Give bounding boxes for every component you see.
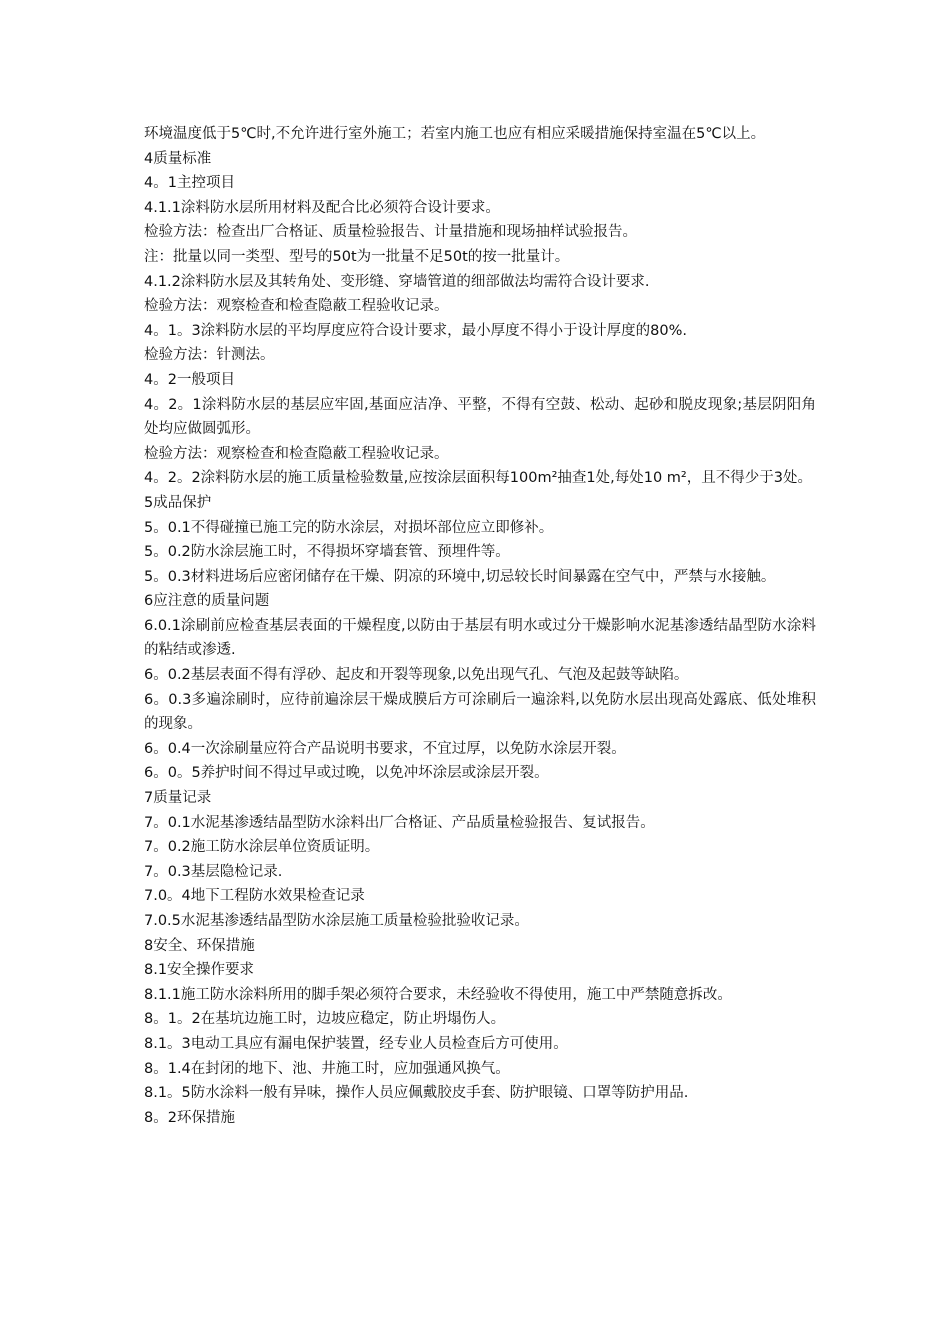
- paragraph-8-1-5: 8.1。5防水涂料一般有异味，操作人员应佩戴胶皮手套、防护眼镜、口罩等防护用品.: [144, 1085, 689, 1102]
- paragraph-4-1-1: 4.1.1涂料防水层所用材料及配合比必须符合设计要求。: [144, 199, 500, 216]
- paragraph-4-2-1: 4。2。1涂料防水层的基层应牢固,基面应洁净、平整，不得有空鼓、松动、起砂和脱皮现象;基层阴阳角处均应做圆弧形。: [144, 396, 816, 438]
- paragraph-5-0-3: 5。0.3材料进场后应密闭储存在干燥、阴凉的环境中,切忌较长时间暴露在空气中，严禁与水接触。: [144, 568, 776, 585]
- paragraph-8-1-1: 8.1.1施工防水涂料所用的脚手架必须符合要求，未经验收不得使用，施工中严禁随意拆改。: [144, 986, 732, 1003]
- heading-safety-operation: 8.1安全操作要求: [144, 962, 255, 979]
- heading-general-items: 4。2一般项目: [144, 371, 235, 388]
- paragraph-6-0-4: 6。0.4一次涂刷量应符合产品说明书要求，不宜过厚，以免防水涂层开裂。: [144, 740, 626, 757]
- paragraph-inspection-method: 检验方法：观察检查和检查隐蔽工程验收记录。: [144, 445, 449, 462]
- heading-environment-measures: 8。2环保措施: [144, 1109, 235, 1126]
- paragraph-7-0-1: 7。0.1水泥基渗透结晶型防水涂料出厂合格证、产品质量检验报告、复试报告。: [144, 814, 655, 831]
- paragraph-8-1-2: 8。1。2在基坑边施工时，边坡应稳定，防止坍塌伤人。: [144, 1011, 506, 1028]
- heading-product-protection: 5成品保护: [144, 494, 212, 511]
- paragraph-8-1-3: 8.1。3电动工具应有漏电保护装置，经专业人员检查后方可使用。: [144, 1035, 568, 1052]
- paragraph-inspection-method: 检验方法：观察检查和检查隐蔽工程验收记录。: [144, 298, 449, 315]
- heading-quality-standard: 4质量标准: [144, 150, 212, 167]
- heading-safety-environment: 8安全、环保措施: [144, 937, 255, 954]
- paragraph-inspection-method: 检验方法：检查出厂合格证、质量检验报告、计量措施和现场抽样试验报告。: [144, 224, 637, 241]
- paragraph-4-1-2: 4.1.2涂料防水层及其转角处、变形缝、穿墙管道的细部做法均需符合设计要求.: [144, 273, 650, 290]
- paragraph-5-0-2: 5。0.2防水涂层施工时，不得损坏穿墙套管、预埋件等。: [144, 544, 510, 561]
- paragraph-7-0-3: 7。0.3基层隐检记录.: [144, 863, 283, 880]
- paragraph-8-1-4: 8。1.4在封闭的地下、池、井施工时，应加强通风换气。: [144, 1060, 510, 1077]
- paragraph-7-0-4: 7.0。4地下工程防水效果检查记录: [144, 888, 365, 905]
- paragraph-7-0-2: 7。0.2施工防水涂层单位资质证明。: [144, 839, 380, 856]
- document-body: [144, 122, 816, 1130]
- paragraph-6-0-3: 6。0.3多遍涂刷时，应待前遍涂层干燥成膜后方可涂刷后一遍涂料,以免防水层出现高处露底、低处堆积的现象。: [144, 691, 816, 733]
- paragraph-6-0-1: 6.0.1涂刷前应检查基层表面的干燥程度,以防由于基层有明水或过分干燥影响水泥基渗透结晶型防水涂料的粘结或渗透.: [144, 617, 816, 659]
- paragraph-6-0-2: 6。0.2基层表面不得有浮砂、起皮和开裂等现象,以免出现气孔、气泡及起鼓等缺陷。: [144, 667, 689, 684]
- paragraph-note-batch: 注：批量以同一类型、型号的50t为一批量不足50t的按一批量计。: [144, 248, 570, 265]
- paragraph-inspection-method: 检验方法：针测法。: [144, 347, 275, 364]
- paragraph-4-1-3: 4。1。3涂料防水层的平均厚度应符合设计要求，最小厚度不得小于设计厚度的80%.: [144, 322, 688, 339]
- heading-main-control-items: 4。1主控项目: [144, 175, 235, 192]
- paragraph-4-2-2: 4。2。2涂料防水层的施工质量检验数量,应按涂层面积每100m²抽查1处,每处10 m²，且不得少于3处。: [144, 470, 812, 487]
- paragraph-5-0-1: 5。0.1不得碰撞已施工完的防水涂层，对损坏部位应立即修补。: [144, 519, 554, 536]
- heading-quality-issues: 6应注意的质量问题: [144, 593, 270, 610]
- paragraph-heating-requirement: 环境温度低于5℃时,不允许进行室外施工；若室内施工也应有相应采暖措施保持室温在5℃以上。: [144, 126, 766, 142]
- paragraph-6-0-5: 6。0。5养护时间不得过早或过晚，以免冲坏涂层或涂层开裂。: [144, 765, 549, 782]
- paragraph-7-0-5: 7.0.5水泥基渗透结晶型防水涂层施工质量检验批验收记录。: [144, 913, 529, 929]
- heading-quality-records: 7质量记录: [144, 790, 212, 807]
